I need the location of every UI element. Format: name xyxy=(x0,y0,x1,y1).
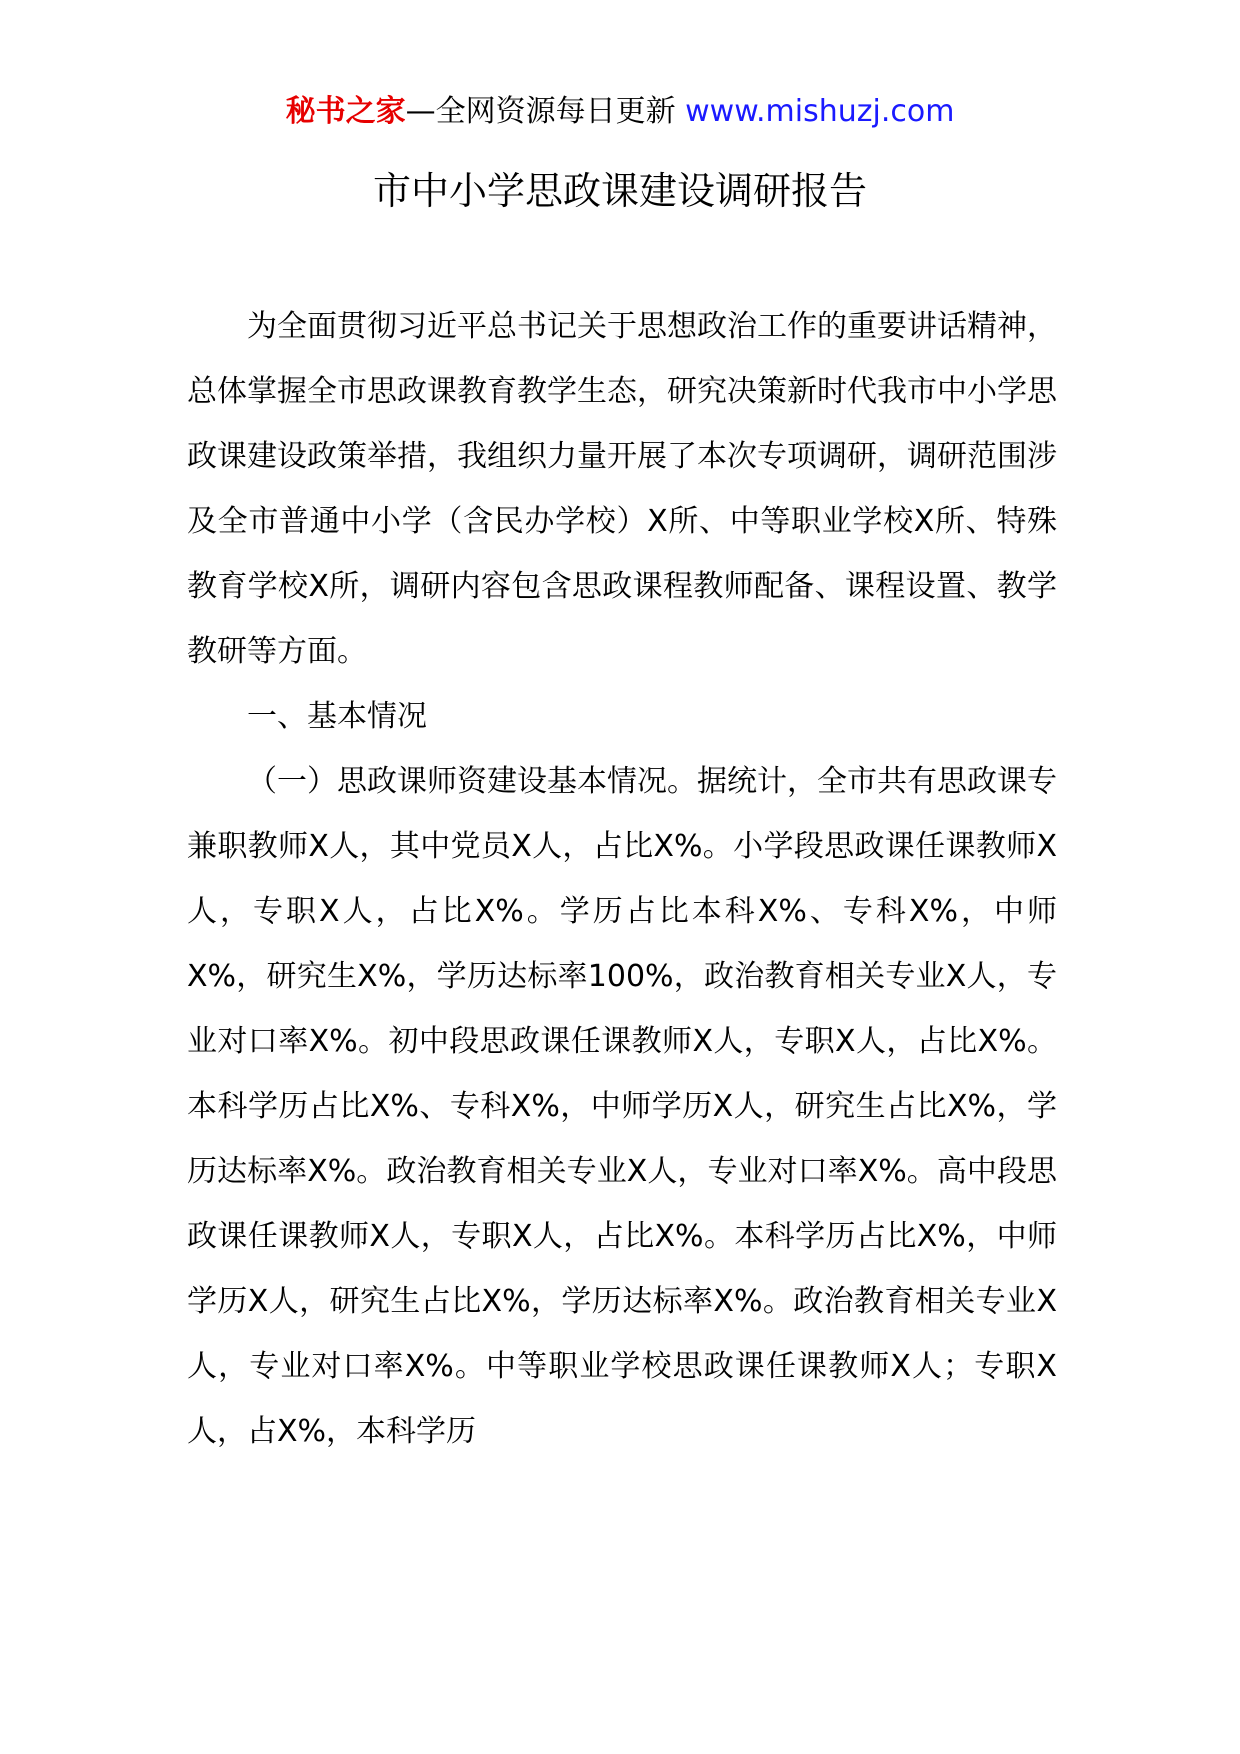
document-body xyxy=(187,294,1057,1464)
document-title: 市中小学思政课建设调研报告 xyxy=(372,169,867,213)
teacher-staffing-paragraph: （一）思政课师资建设基本情况。据统计，全市共有思政课专兼职教师X人，其中党员X人，占比X%。小学段思政课任课教师X人，专职X人，占比X%。学历占比本科X%、专科X%，中师X%，研究生X%，学历达标率100%，政治教育相关专业X人，专业对口率X%。初中段思政课任课教师X人，专职X人，占比X%。本科学历占比X%、专科X%，中师学历X人，研究生占比X%，学历达标率X%。政治教育相关专业X人，专业对口率X%。高中段思政课任课教师X人，专职X人，占比X%。本科学历占比X%，中师学历X人，研究生占比X%，学历达标率X%。政治教育相关专业X人，专业对口率X%。中等职业学校思政课任课教师X人；专职X人，占X%，本科学历 xyxy=(187,764,1057,1449)
intro-paragraph: 为全面贯彻习近平总书记关于思想政治工作的重要讲话精神，总体掌握全市思政课教育教学生态，研究决策新时代我市中小学思政课建设政策举措，我组织力量开展了本次专项调研，调研范围涉及全市普通中小学（含民办学校）X所、中等职业学校X所、特殊教育学校X所，调研内容包含思政课程教师配备、课程设置、教学教研等方面。 xyxy=(187,309,1057,669)
site-brand: 秘书之家 xyxy=(285,94,406,129)
site-tagline: —全网资源每日更新 xyxy=(405,94,686,129)
site-header xyxy=(0,92,1240,132)
site-url-link[interactable]: www.mishuzj.com xyxy=(685,94,955,129)
section-heading-basic-situation: 一、基本情况 xyxy=(247,699,427,734)
